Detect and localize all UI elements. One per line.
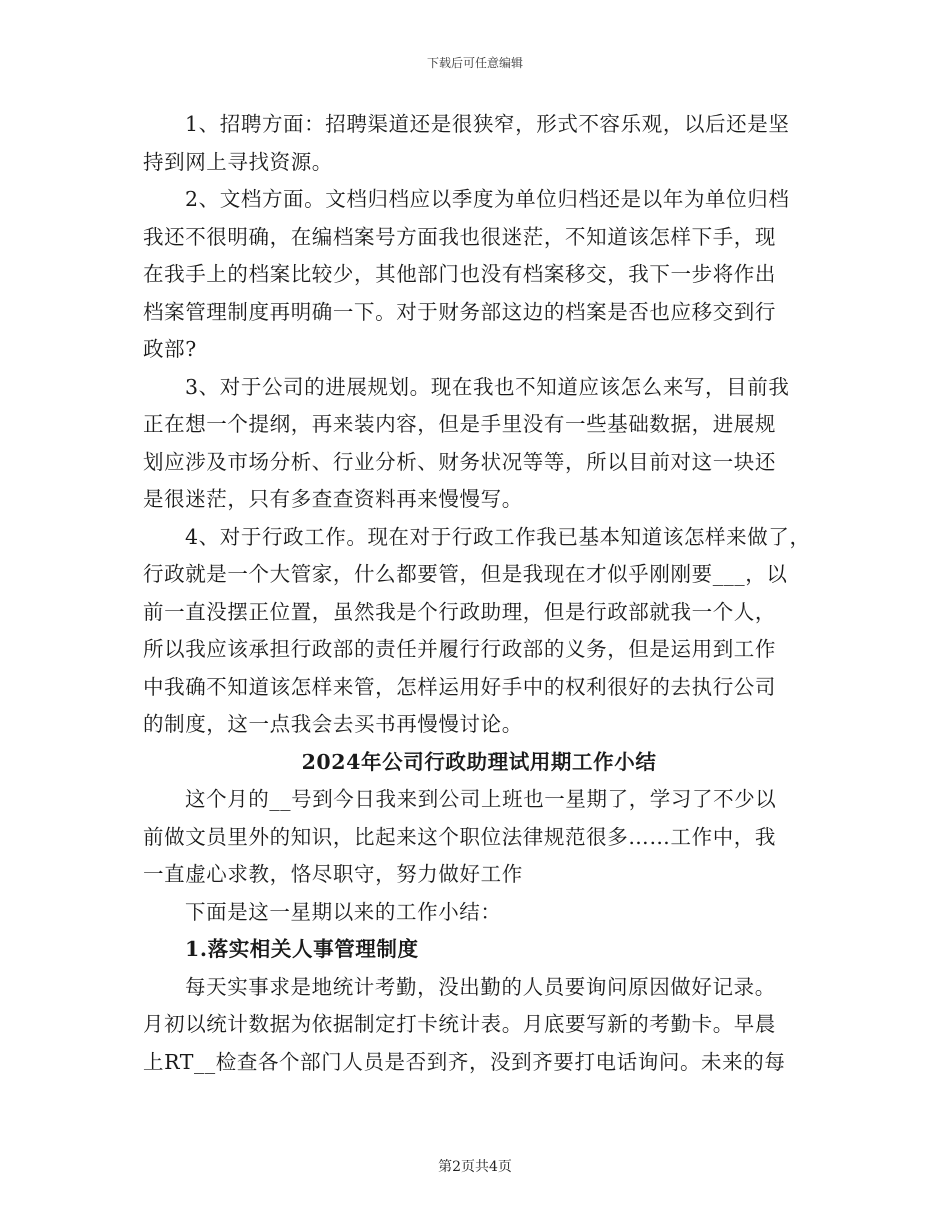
text-line: 在我手上的档案比较少，其他部门也没有档案移交，我下一步将作出 xyxy=(143,262,776,286)
text-line: 上RT__检查各个部门人员是否到齐，没到齐要打电话询问。未来的每 xyxy=(143,1049,786,1074)
section-title: 2024年公司行政助理试用期工作小结 xyxy=(301,749,657,774)
text-line: 一直虚心求教，恪尽职守，努力做好工作 xyxy=(143,862,523,886)
text-line: 1、招聘方面：招聘渠道还是很狭窄，形式不容乐观，以后还是坚 xyxy=(185,112,790,136)
text-line: 我还不很明确，在编档案号方面我也很迷茫，不知道该怎样下手，现 xyxy=(143,224,776,249)
page-header: 下载后可任意编辑 xyxy=(426,56,523,70)
text-line: 下面是这一星期以来的工作小结： xyxy=(185,899,502,924)
text-line: 政部? xyxy=(143,337,197,361)
text-line: 每天实事求是地统计考勤，没出勤的人员要询问原因做好记录。 xyxy=(185,974,776,999)
text-line: 的制度，这一点我会去买书再慢慢讨论。 xyxy=(143,712,523,736)
text-line: 是很迷茫，只有多查查资料再来慢慢写。 xyxy=(143,487,523,511)
text-line: 所以我应该承担行政部的责任并履行行政部的义务，但是运用到工作 xyxy=(143,637,776,661)
text-line: 这个月的__号到今日我来到公司上班也一星期了，学习了不少以 xyxy=(185,787,777,811)
text-line: 行政就是一个大管家，什么都要管，但是我现在才似乎刚刚要___，以 xyxy=(143,562,788,586)
document-body xyxy=(143,106,815,1081)
text-line: 前做文员里外的知识，比起来这个职位法律规范很多……工作中，我 xyxy=(143,824,776,849)
text-line: 档案管理制度再明确一下。对于财务部这边的档案是否也应移交到行 xyxy=(143,299,776,324)
text-line: 持到网上寻找资源。 xyxy=(143,149,333,174)
text-line: 月初以统计数据为依据制定打卡统计表。月底要写新的考勤卡。早晨 xyxy=(143,1012,776,1036)
text-line: 划应涉及市场分析、行业分析、财务状况等等，所以目前对这一块还 xyxy=(143,449,776,474)
text-line: 中我确不知道该怎样来管，怎样运用好手中的权利很好的去执行公司 xyxy=(143,674,776,699)
text-line: 3、对于公司的进展规划。现在我也不知道应该怎么来写，目前我 xyxy=(185,374,790,399)
text-line: 正在想一个提纲，再来装内容，但是手里没有一些基础数据，进展规 xyxy=(143,412,776,436)
text-line: 前一直没摆正位置，虽然我是个行政助理，但是行政部就我一个人， xyxy=(143,599,776,624)
text-line: 4、对于行政工作。现在对于行政工作我已基本知道该怎样来做了， xyxy=(185,524,811,549)
page-footer: 第2页共4页 xyxy=(438,1159,512,1175)
text-line: 2、文档方面。文档归档应以季度为单位归档还是以年为单位归档 xyxy=(185,187,790,211)
subheading: 1.落实相关人事管理制度 xyxy=(185,937,419,961)
